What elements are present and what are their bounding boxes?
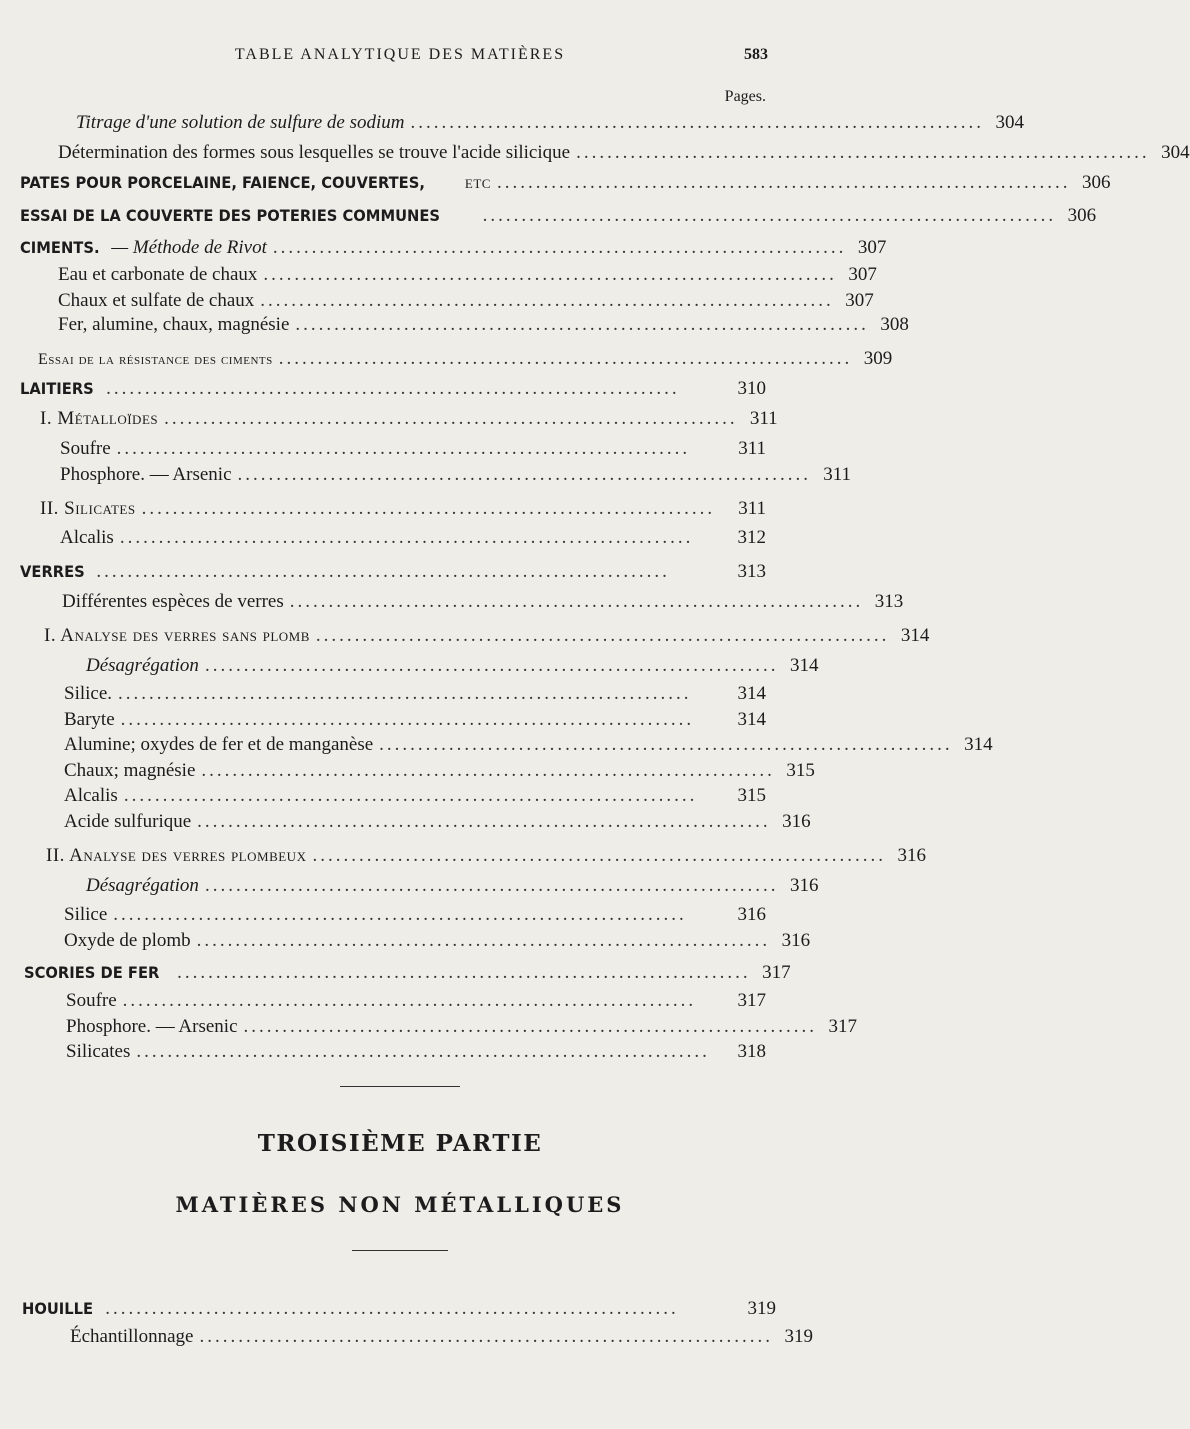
- dot-leader: ..........................................................................: [106, 378, 680, 399]
- toc-entry-title: Essai de la résistance des ciments: [38, 351, 273, 368]
- toc-entry: [86, 874, 819, 898]
- toc-entry: [60, 463, 852, 487]
- dot-leader: ..........................................................................: [118, 683, 692, 704]
- toc-entry-title: Baryte: [64, 709, 115, 730]
- toc-entry: [76, 111, 1024, 135]
- toc-entry-page: 317: [828, 1016, 858, 1037]
- toc-entry-page: 316: [781, 930, 811, 951]
- toc-entry: [44, 624, 930, 648]
- dot-leader: ..........................................................................: [123, 785, 698, 806]
- dot-leader: ..........................................................................: [312, 845, 886, 866]
- toc-entry-page: 313: [737, 561, 766, 582]
- dot-leader: ..........................................................................: [243, 1016, 818, 1037]
- toc-entry: [20, 377, 766, 401]
- toc-entry: [60, 437, 766, 461]
- toc-entry-page: 314: [737, 709, 766, 730]
- running-title: TABLE ANALYTIQUE DES MATIÈRES: [234, 46, 566, 63]
- toc-entry-page: 310: [737, 378, 766, 399]
- dot-leader: ..........................................................................: [136, 1041, 710, 1062]
- toc-entry-title: Alcalis: [64, 785, 118, 806]
- toc-entry-page: 307: [848, 264, 877, 285]
- toc-entry: [58, 141, 1190, 165]
- toc-entry: [64, 903, 766, 927]
- toc-entry-title: Désagrégation: [86, 655, 199, 676]
- page-number: 583: [744, 46, 768, 63]
- dot-leader: ..........................................................................: [295, 314, 869, 335]
- dot-leader: ..........................................................................: [120, 709, 695, 730]
- toc-entry: [64, 784, 766, 808]
- dot-leader: ..........................................................................: [197, 811, 771, 832]
- toc-entry-page: 311: [738, 498, 766, 519]
- toc-entry: [58, 263, 877, 287]
- dot-leader: ..........................................................................: [315, 625, 890, 646]
- toc-entry-page: 316: [789, 875, 819, 896]
- dot-leader: ..........................................................................: [164, 408, 738, 429]
- dot-leader: ..........................................................................: [289, 591, 864, 612]
- toc-entry-title: SCORIES DE FER: [24, 963, 160, 982]
- toc-entry-page: 319: [747, 1298, 776, 1319]
- toc-entry: [22, 1297, 776, 1321]
- toc-entry-page: 309: [863, 348, 893, 369]
- toc-entry-title: Fer, alumine, chaux, magnésie: [58, 314, 290, 335]
- toc-entry-page: 314: [737, 683, 766, 704]
- toc-entry: [58, 313, 909, 337]
- toc-entry-page: 318: [737, 1041, 766, 1062]
- dot-leader: ..........................................................................: [278, 348, 853, 369]
- dot-leader: ..........................................................................: [204, 655, 779, 676]
- toc-entry-title: II. Silicates: [40, 498, 136, 519]
- toc-entry-subtitle: etc: [464, 172, 491, 193]
- part-title: TROISIÈME PARTIE: [257, 1130, 543, 1157]
- toc-entry-title: Acide sulfurique: [64, 811, 192, 832]
- section-divider: [352, 1250, 448, 1251]
- part-subtitle: MATIÈRES NON MÉTALLIQUES: [175, 1192, 625, 1217]
- toc-entry-page: 304: [1161, 142, 1190, 163]
- toc-entry-page: 311: [823, 464, 852, 485]
- toc-entry: [86, 654, 819, 678]
- toc-entry-page: 307: [845, 290, 874, 311]
- toc-entry: [66, 1015, 858, 1039]
- toc-entry-page: 308: [880, 314, 909, 335]
- section-divider: [340, 1086, 460, 1087]
- toc-entry-title: ESSAI DE LA COUVERTE DES POTERIES COMMUNES: [20, 206, 441, 225]
- toc-entry-page: 312: [737, 527, 766, 548]
- toc-entry-title: Phosphore. — Arsenic: [66, 1016, 238, 1037]
- toc-entry-page: 313: [874, 591, 904, 612]
- toc-entry-page: 314: [789, 655, 819, 676]
- dot-leader: ..........................................................................: [113, 904, 687, 925]
- toc-entry-title: VERRES: [20, 562, 85, 581]
- dot-leader: ..........................................................................: [204, 875, 779, 896]
- toc-entry-page: 316: [897, 845, 926, 866]
- dot-leader: ..........................................................................: [199, 1326, 773, 1347]
- dot-leader: ..........................................................................: [482, 205, 1057, 226]
- toc-entry-title: CIMENTS.: [20, 238, 100, 257]
- dot-leader: ..........................................................................: [116, 438, 691, 459]
- toc-entry-title: Silicates: [66, 1041, 131, 1062]
- dot-leader: ..........................................................................: [105, 1298, 679, 1319]
- toc-entry: [70, 1325, 813, 1349]
- toc-entry: [24, 961, 791, 985]
- dot-leader: ..........................................................................: [576, 142, 1150, 163]
- toc-entry-title: LAITIERS: [20, 379, 94, 398]
- pages-column-label: Pages.: [724, 88, 766, 105]
- toc-entry: [64, 929, 811, 953]
- dot-leader: ..........................................................................: [272, 237, 847, 258]
- toc-entry: [64, 682, 766, 706]
- toc-entry-page: 304: [995, 112, 1024, 133]
- toc-entry: [66, 1040, 766, 1064]
- toc-entry-title: Chaux; magnésie: [64, 760, 196, 781]
- toc-entry-page: 314: [964, 734, 993, 755]
- toc-entry-title: Chaux et sulfate de chaux: [58, 290, 255, 311]
- toc-entry-title: Alcalis: [60, 527, 114, 548]
- toc-entry-title: Soufre: [66, 990, 117, 1011]
- toc-entry-title: Oxyde de plomb: [64, 930, 191, 951]
- toc-entry: [38, 347, 893, 372]
- toc-entry: [64, 733, 993, 757]
- dot-leader: ..........................................................................: [201, 760, 775, 781]
- toc-entry-page: 316: [782, 811, 811, 832]
- dot-leader: ..........................................................................: [379, 734, 953, 755]
- toc-entry-page: 311: [738, 438, 766, 459]
- toc-entry-title: Silice: [64, 904, 108, 925]
- dot-leader: ..........................................................................: [196, 930, 771, 951]
- dot-leader: ..........................................................................: [141, 498, 716, 519]
- toc-entry-page: 306: [1067, 205, 1097, 226]
- toc-entry-title: II. Analyse des verres plombeux: [46, 845, 307, 866]
- toc-entry: [20, 171, 1111, 195]
- toc-entry-title: Alumine; oxydes de fer et de manganèse: [64, 734, 374, 755]
- dot-leader: ..........................................................................: [260, 290, 834, 311]
- toc-entry: [46, 844, 926, 868]
- toc-entry: [60, 526, 766, 550]
- toc-entry-page: 315: [786, 760, 815, 781]
- toc-entry: [20, 236, 887, 260]
- toc-entry: [62, 590, 904, 614]
- dot-leader: ..........................................................................: [263, 264, 837, 285]
- toc-entry: [40, 407, 778, 431]
- toc-entry: [20, 560, 766, 584]
- toc-entry-page: 314: [900, 625, 930, 646]
- dot-leader: ..........................................................................: [237, 464, 812, 485]
- toc-entry-title: Eau et carbonate de chaux: [58, 264, 258, 285]
- dot-leader: ..........................................................................: [410, 112, 984, 133]
- toc-entry-title: I. Analyse des verres sans plomb: [44, 625, 310, 646]
- toc-entry-page: 311: [749, 408, 778, 429]
- toc-entry: [64, 759, 815, 783]
- dot-leader: ..........................................................................: [177, 962, 751, 983]
- toc-entry-title: Échantillonnage: [70, 1326, 194, 1347]
- toc-entry: [64, 810, 811, 834]
- toc-entry: [64, 708, 766, 732]
- toc-entry-page: 315: [737, 785, 766, 806]
- toc-entry-title: Titrage d'une solution de sulfure de sodium: [76, 112, 405, 133]
- toc-entry-title: Phosphore. — Arsenic: [60, 464, 232, 485]
- dot-leader: ..........................................................................: [96, 561, 670, 582]
- toc-entry: [58, 289, 874, 313]
- toc-entry-subtitle: — Méthode de Rivot: [111, 237, 267, 258]
- toc-entry-title: Différentes espèces de verres: [62, 591, 284, 612]
- toc-entry-title: HOUILLE: [22, 1299, 94, 1318]
- toc-entry-page: 317: [762, 962, 791, 983]
- toc-entry: [40, 497, 766, 521]
- dot-leader: ..........................................................................: [122, 990, 697, 1011]
- toc-entry-page: 306: [1081, 172, 1111, 193]
- dot-leader: ..........................................................................: [496, 172, 1071, 193]
- dot-leader: ..........................................................................: [119, 527, 694, 548]
- toc-entry-page: 316: [737, 904, 766, 925]
- toc-entry-title: Silice.: [64, 683, 113, 704]
- toc-entry-page: 317: [737, 990, 766, 1011]
- toc-entry-page: 307: [857, 237, 887, 258]
- toc-entry-title: Soufre: [60, 438, 111, 459]
- toc-entry-title: Détermination des formes sous lesquelles se trouve l'acide silicique: [58, 142, 571, 163]
- toc-entry-title: Désagrégation: [86, 875, 199, 896]
- toc-entry-title: PATES POUR PORCELAINE, FAIENCE, COUVERTES,: [20, 173, 425, 192]
- toc-entry: [66, 989, 766, 1013]
- toc-entry-title: I. Métalloïdes: [40, 408, 159, 429]
- toc-entry: [20, 204, 1097, 228]
- toc-entry-page: 319: [784, 1326, 813, 1347]
